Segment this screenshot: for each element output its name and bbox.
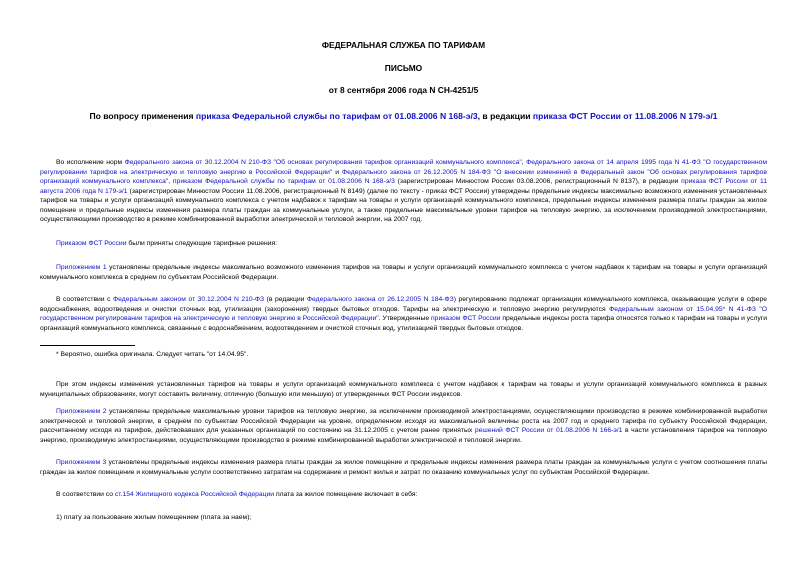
link-appendix-1[interactable]: Приложением 1 — [56, 264, 107, 271]
p4-text: предельные индексы роста тарифа относятся только к тарифам на товары и услуги организаций коммунального комплекса, связанные с водоснабжением, водоотведением и очисткой сточных вод, утилизацией твердых бытовых отходов. — [40, 315, 768, 332]
link-order-fst[interactable]: Приказом ФСТ России — [56, 240, 127, 247]
document-title — [0, 111, 807, 122]
p1-text: и — [332, 168, 342, 176]
p1-text: , — [521, 159, 527, 166]
p6-text: установлены предельные максимальные уровни тарифов на тепловую энергию, за исключением производимой электростанциями, осуществляющими производство в режиме комбинированной выработки электрической и тепловой энергии, в среднем по субъектам Российской Федерации на уровне, определенном исходя из максимальной величины роста на 2007 год и среднего тарифа по субъекту Российской Федерации, рассчитанному исходя из тарифов, действовавших для указанных организаций по состоянию на 31.12.2005 с учетом ранее принятых — [40, 408, 767, 435]
date-number-heading: от 8 сентября 2006 года N СН-4251/5 — [328, 85, 479, 95]
title-middle: , в редакции — [477, 111, 533, 121]
p4-text: В соответствии с — [56, 296, 114, 303]
paragraph-8 — [40, 490, 767, 500]
p1-text: (зарегистрирован Минюстом России 03.08.2006, регистрационный N 8137), в редакции — [394, 178, 682, 186]
title-link-order-179[interactable]: приказа ФСТ России от 11.08.2006 N 179-э/1 — [532, 111, 718, 121]
paragraph-9 — [40, 513, 767, 523]
link-order-179[interactable]: приказа ФСТ России от 11 августа 2006 года N 179-э/1 — [40, 178, 767, 195]
p1-text: (зарегистрирован Минюстом России 11.08.2006, регистрационный N 8149) (далее по тексту - приказ ФСТ России) утверждены предельные индексы максимально возможного изменения установленных тарифов на товары и услуги организаций коммунального комплекса с учетом надбавок к тарифам на товары и услуги организаций коммунального комплекса, предельные индексы изменения размера платы граждан за жилое помещение и предельные индексы изменения размера платы граждан за коммунальные услуги, а также предельные максимальные уровни тарифов на тепловую энергию, за исключением производимой электростанциями, осуществляющими производство в режиме комбинированной выработки электрической и тепловой энергии, на 2007 год. — [40, 187, 767, 224]
p5-text: При этом индексы изменения установленных тарифов на товары и услуги организаций коммунального комплекса с учетом надбавок к тарифам на товары и услуги организаций коммунального комплекса в разных муниципальных образованиях, могут составить величину, отличную (большую или меньшую) от утвержденных ФСТ России индексов. — [40, 381, 767, 398]
link-law-41[interactable]: Федеральным законом от 15.04.95* N 41-ФЗ "О государственном регулировании тарифов на электрическую и тепловую энергию в Российской Федерации" — [40, 305, 767, 323]
p7-text: установлены предельные индексы изменения размера платы граждан за жилое помещение и предельные индексы изменения размера платы граждан за коммунальные услуги с учетом соотношения платы граждан за жилое помещение и коммунальные услуги соответственно затратам на содержание и ремонт жилья и затрат по оказанию коммунальных услуг по субъектам Российской Федерации. — [40, 459, 767, 476]
p2-text: были приняты следующие тарифные решения: — [126, 240, 278, 247]
link-appendix-3[interactable]: Приложением 3 — [56, 459, 107, 466]
p4-text: (в редакции — [264, 296, 307, 303]
paragraph-6 — [40, 407, 767, 445]
title-link-order-168[interactable]: приказа Федеральной службы по тарифам от 01.08.2006 N 168-э/3 — [195, 111, 478, 121]
link-decision-166[interactable]: решений ФСТ России от 01.08.2006 N 166-э/1 — [474, 427, 623, 435]
link-housing-code-154[interactable]: ст.154 Жилищного кодекса Российской Федерации — [114, 491, 275, 498]
footnote-divider — [40, 345, 135, 346]
paragraph-4 — [40, 295, 767, 333]
paragraph-7 — [40, 458, 767, 477]
footnote: * Вероятно, ошибка оригинала. Следует читать "от 14.04.95". — [56, 351, 249, 358]
p1-text: Во исполнение норм — [56, 159, 125, 166]
p6-text: в части установления тарифов на тепловую энергию, производимую электростанциями, осуществляющими производство в режиме комбинированной выработки электрической и тепловой энергии. — [40, 427, 767, 444]
title-prefix: По вопросу применения — [89, 111, 196, 121]
p4-text: ) регулированию подлежат организации коммунального комплекса, оказывающие услуги в сфере водоснабжения, водоотведения и очистки сточных вод, утилизации (захоронения) твердых бытовых отходов. Тарифы на электрическую и тепловую энергию регулируются — [40, 296, 767, 313]
link-appendix-2[interactable]: Приложением 2 — [56, 408, 107, 415]
document-type-heading: ПИСЬМО — [384, 63, 423, 73]
paragraph-1 — [40, 158, 767, 225]
link-law-41[interactable]: Федерального закона от 14 апреля 1995 года N 41-ФЗ "О государственном регулировании тарифов на электрическую и тепловую энергию в Российской Федерации" — [40, 159, 767, 176]
p3-text: установлены предельные индексы максимально возможного изменения тарифов на товары и услуги организаций коммунального комплекса с учетом надбавок к тарифам на товары и услуги организаций коммунального комплекса в среднем по субъектам Российской Федерации. — [40, 264, 767, 281]
paragraph-3 — [40, 263, 767, 282]
link-law-184[interactable]: Федерального закона от 26.12.2005 N 184-ФЗ — [306, 296, 454, 303]
p8-text: В соответствии со — [56, 491, 115, 498]
link-order-fst[interactable]: приказом ФСТ России — [431, 315, 501, 323]
p1-text: , — [168, 178, 173, 186]
paragraph-5 — [40, 380, 767, 399]
link-law-210[interactable]: Федеральным законом от 30.12.2004 N 210-ФЗ — [113, 296, 265, 303]
link-order-168[interactable]: приказом Федеральной службы по тарифам от 01.08.2006 N 168-э/3 — [172, 178, 395, 186]
agency-heading: ФЕДЕРАЛЬНАЯ СЛУЖБА ПО ТАРИФАМ — [321, 40, 486, 50]
p4-text: . Утвержденные — [378, 315, 432, 323]
paragraph-2 — [40, 239, 767, 249]
p9-text: 1) плату за пользование жилым помещением (плата за наем); — [56, 514, 252, 521]
link-law-184[interactable]: Федерального закона от 26.12.2005 N 184-ФЗ "О внесении изменений в Федеральный закон "Об основах регулирования тарифов организаций коммунального комплекса" — [40, 168, 768, 186]
link-law-210[interactable]: Федерального закона от 30.12.2004 N 210-ФЗ "Об основах регулирования тарифов организаций коммунального комплекса" — [124, 159, 522, 166]
p8-text: плата за жилое помещение включает в себя: — [274, 491, 418, 498]
